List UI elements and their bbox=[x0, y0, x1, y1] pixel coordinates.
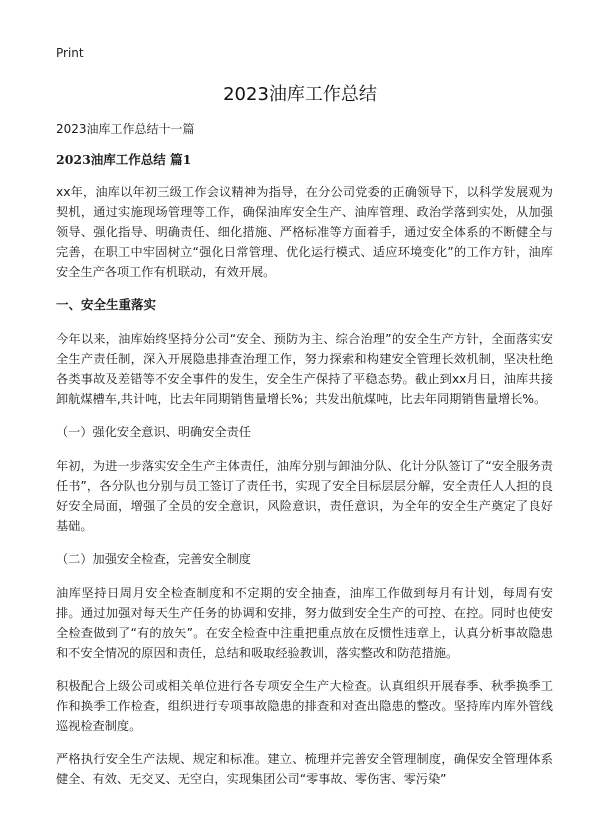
section-heading-safety: 一、安全生重落实 bbox=[56, 297, 157, 312]
subsection-heading-inspection: （二）加强安全检查，完善安全制度 bbox=[56, 552, 251, 566]
subsection-heading-awareness: （一）强化安全意识、明确安全责任 bbox=[56, 425, 251, 439]
paragraph-safety-overview: 今年以来，油库始终坚持分公司“安全、预防为主、综合治理”的安全生产方针，全面落实安全生产责任制，深入开展隐患排查治理工作，努力探索和构建安全管理长效机制，坚决杜绝各类事故及差错等不安全事件的发生，安全生产保持了平稳态势。截止到xx月日，油库共接卸航煤槽车,共计吨，比去年同期销售量增长%；共发出航煤吨，比去年同期销售量增长%。 bbox=[56, 332, 553, 406]
paragraph-responsibility: 年初，为进一步落实安全生产主体责任，油库分别与卸油分队、化计分队签订了“安全服务责任书”，各分队也分别与员工签订了责任书，实现了安全目标层层分解，安全责任人人担的良好安全局面，增强了全员的安全意识，风险意识，责任意识，为全年的安全生产奠定了良好基础。 bbox=[56, 459, 553, 533]
page-title: 2023油库工作总结 bbox=[223, 84, 377, 105]
article-heading: 2023油库工作总结 篇1 bbox=[56, 152, 192, 167]
print-link[interactable]: Print bbox=[56, 46, 84, 60]
document-subtitle: 2023油库工作总结十一篇 bbox=[56, 122, 195, 136]
paragraph-intro: xx年，油库以年初三级工作会议精神为指导，在分公司党委的正确领导下，以科学发展观为契机，通过实施现场管理等工作，确保油库安全生产、油库管理、政治学落到实处，从加强领导、强化指导、明确责任、细化措施、严格标准等方面着手，通过安全体系的不断健全与完善，在职工中牢固树立“强化日常管理、优化运行模式、适应环境变化”的工作方针，油库安全生产各项工作有机联动，有效开展。 bbox=[56, 185, 553, 279]
paragraph-inspection: 油库坚持日周月安全检查制度和不定期的安全抽查，油库工作做到每月有计划，每周有安排。通过加强对每天生产任务的协调和安排，努力做到安全生产的可控、在控。同时也使安全检查做到了“有的放矢”。在安全检查中注重把重点放在反惯性违章上，认真分析事故隐患和不安全情况的原因和责任，总结和吸取经验教训，落实整改和防范措施。 bbox=[56, 586, 553, 660]
article-body bbox=[56, 182, 553, 802]
paragraph-special-checks: 积极配合上级公司或相关单位进行各专项安全生产大检查。认真组织开展春季、秋季换季工作和换季工作检查，组织进行专项事故隐患的排查和对查出隐患的整改。坚持库内库外管线巡视检查制度。 bbox=[56, 679, 553, 733]
paragraph-regulations: 严格执行安全生产法规、规定和标准。建立、梳理并完善安全管理制度，确保安全管理体系健全、有效、无交叉、无空白，实现集团公司“零事故、零伤害、零污染” bbox=[56, 752, 553, 786]
